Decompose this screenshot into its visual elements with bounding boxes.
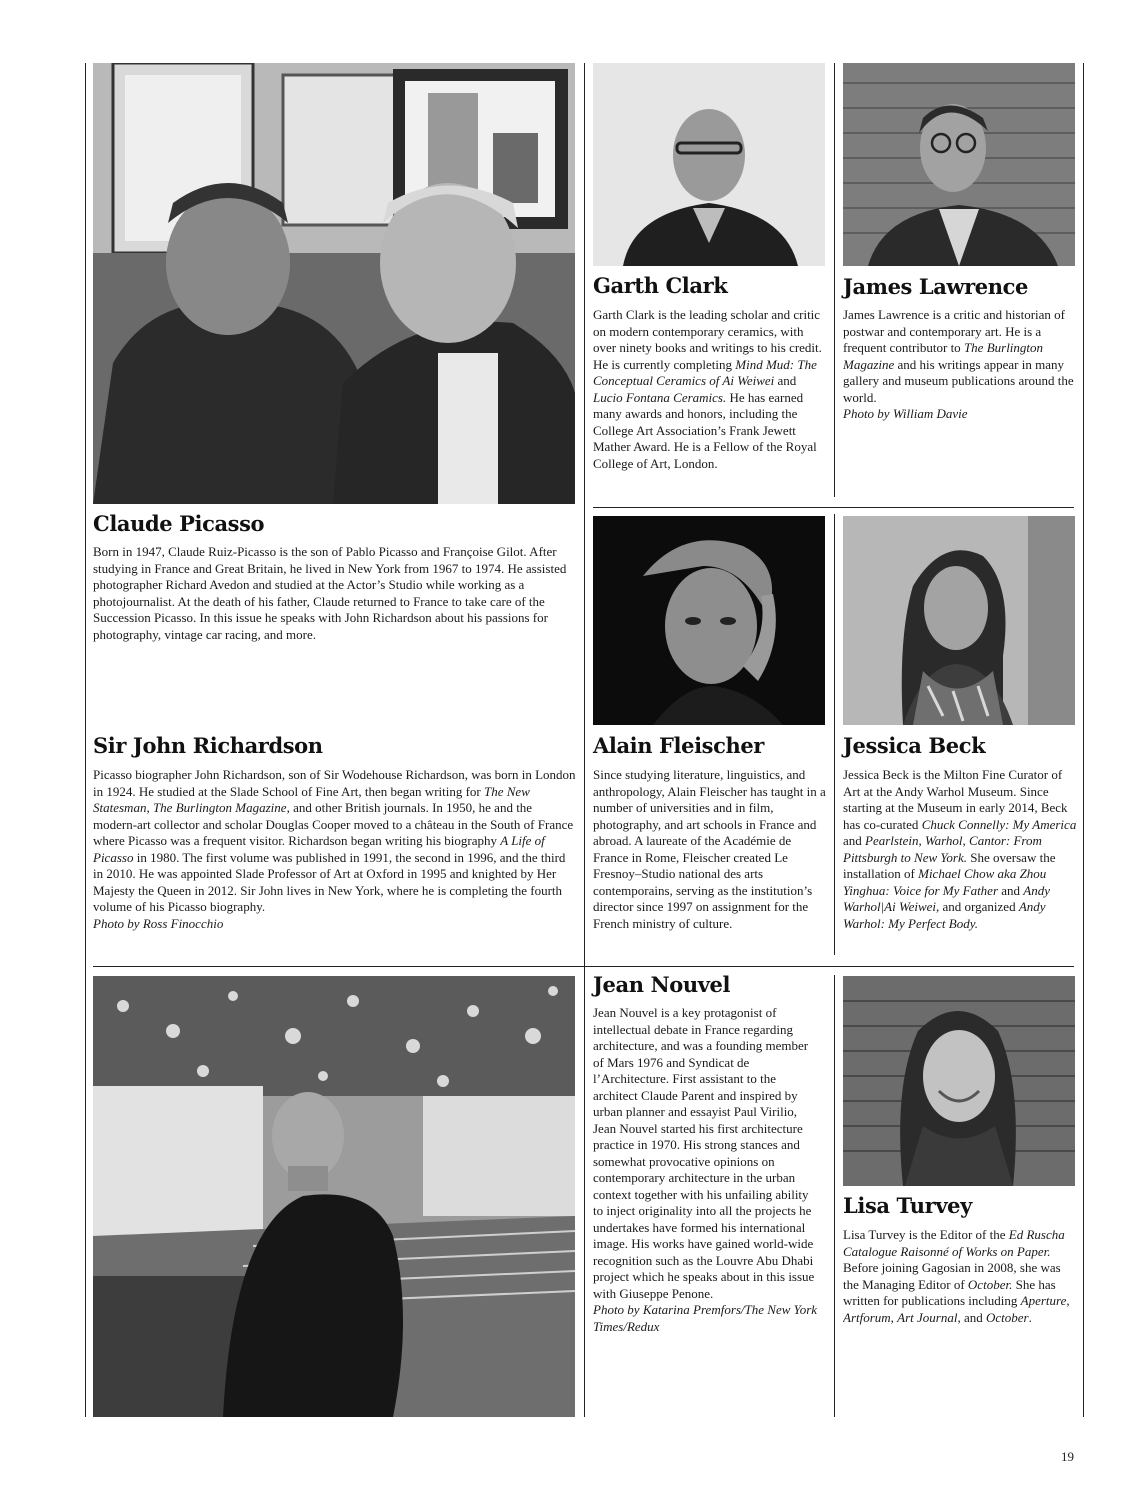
inner-rule-middle: [834, 514, 835, 955]
alain-fleischer-name: Alain Fleischer: [593, 733, 764, 758]
jean-nouvel-photo: [93, 976, 575, 1417]
center-rule: [584, 63, 585, 1417]
garth-clark-bio: Garth Clark is the leading scholar and critic on modern contemporary ceramics, with over ninety books and writings to his credit. He is currently completing Mind Mud: The Conceptual Ceramics of Ai Weiwei and Lucio Fontana Ceramics. He has earned many awards and honors, including the College Art Association’s Frank Jewett Mather Award. He is a Fellow of the Royal College of Art, London.: [593, 307, 822, 471]
alain-fleischer-bio: Since studying literature, linguistics, and anthropology, Alain Fleischer has taught in a number of universities and in film, photography, and art schools in France and abroad. A laureate of the Académie de France in Rome, Fleischer created Le Fresnoy–Studio national des arts contemporains, serving as the institution’s director since 1997 on assignment for the French ministry of culture.: [593, 767, 826, 931]
garth-clark-photo: [593, 63, 825, 266]
right-rule: [1083, 63, 1084, 1417]
inner-rule-top: [834, 63, 835, 497]
claude-picasso-bio: Born in 1947, Claude Ruiz-Picasso is the son of Pablo Picasso and Françoise Gilot. After studying in France and Great Britain, he lived in New York from 1967 to 1974. He assisted photographer Richard Avedon and studied at the Actor’s Studio while working as a photojournalist. At the death of his father, Claude returned to France to take care of the Succession Picasso. In this issue he speaks with John Richardson about his passions for photography, vintage car racing, and more.: [93, 544, 567, 642]
divider-top-right: [593, 507, 1074, 508]
james-lawrence-bio: James Lawrence is a critic and historian of postwar and contemporary art. He is a frequent contributor to The Burlington Magazine and his writings appear in many gallery and museum publications around the world. Photo by William Davie: [843, 307, 1074, 421]
jean-nouvel-name: Jean Nouvel: [593, 972, 731, 997]
jessica-beck-photo: [843, 516, 1075, 725]
divider-full: [93, 966, 1074, 967]
claude-picasso-name: Claude Picasso: [93, 511, 265, 536]
lisa-turvey-bio: Lisa Turvey is the Editor of the Ed Ruscha Catalogue Raisonné of Works on Paper. Before joining Gagosian in 2008, she was the Managing Editor of October. She has written for publications including Aperture, Artforum, Art Journal, and October.: [843, 1227, 1070, 1325]
john-richardson-name: Sir John Richardson: [93, 733, 323, 758]
alain-fleischer-photo: [593, 516, 825, 725]
left-rule: [85, 63, 86, 1417]
james-lawrence-photo: [843, 63, 1075, 266]
jean-nouvel-bio: Jean Nouvel is a key protagonist of intellectual debate in France regarding architecture, and was a founding member of Mars 1976 and Syndicat de l’Architecture. First assistant to the architect Claude Parent and inspired by urban planner and essayist Paul Virilio, Jean Nouvel started his first architecture practice in 1970. His strong stances and somewhat provocative opinions on contemporary architecture in the urban context together with his unfailing ability to inject originality into all the projects he undertakes have formed his international image. His works have gained world-wide recognition such as the Louvre Abu Dhabi project which he speaks about in this issue with Giuseppe Penone. Photo by Katarina Premfors/The New York Times/Redux: [593, 1005, 818, 1334]
john-richardson-photo-credit: Photo by Ross Finocchio: [93, 915, 224, 931]
lisa-turvey-name: Lisa Turvey: [843, 1193, 972, 1218]
james-lawrence-name: James Lawrence: [843, 274, 1028, 299]
lisa-turvey-photo: [843, 976, 1075, 1186]
claude-picasso-photo: [93, 63, 575, 504]
james-lawrence-photo-credit: Photo by William Davie: [843, 406, 968, 421]
jessica-beck-bio: Jessica Beck is the Milton Fine Curator of Art at the Andy Warhol Museum. Since starting at the Museum in early 2014, Beck has co-curated Chuck Connelly: My America and Pearlstein, Warhol, Cantor: From Pittsburgh to New York. She oversaw the installation of Michael Chow aka Zhou Yinghua: Voice for My Father and Andy Warhol|Ai Weiwei, and organized Andy Warhol: My Perfect Body.: [843, 767, 1077, 931]
inner-rule-bottom: [834, 975, 835, 1417]
jessica-beck-name: Jessica Beck: [843, 733, 986, 758]
jean-nouvel-photo-credit: Photo by Katarina Premfors/The New York Times/Redux: [593, 1302, 818, 1334]
john-richardson-bio: Picasso biographer John Richardson, son of Sir Wodehouse Richardson, was born in London in 1924. He studied at the Slade School of Fine Art, then began writing for The New Statesman, The Burlington Magazine, and other British journals. In 1950, he and the modern-art collector and scholar Douglas Cooper moved to a château in the South of France where Picasso was a frequent visitor. Richardson began writing his biography A Life of Picasso in 1980. The first volume was published in 1991, the second in 1996, and the third in 2010. He was appointed Slade Professor of Art at Oxford in 1995 and knighted by Her Majesty the Queen in 2012. Sir John lives in New York, where he is completing the fourth volume of his Picasso biography. Photo by Ross Finocchio: [93, 767, 576, 931]
garth-clark-name: Garth Clark: [593, 273, 728, 298]
page-number: 19: [1061, 1449, 1074, 1464]
